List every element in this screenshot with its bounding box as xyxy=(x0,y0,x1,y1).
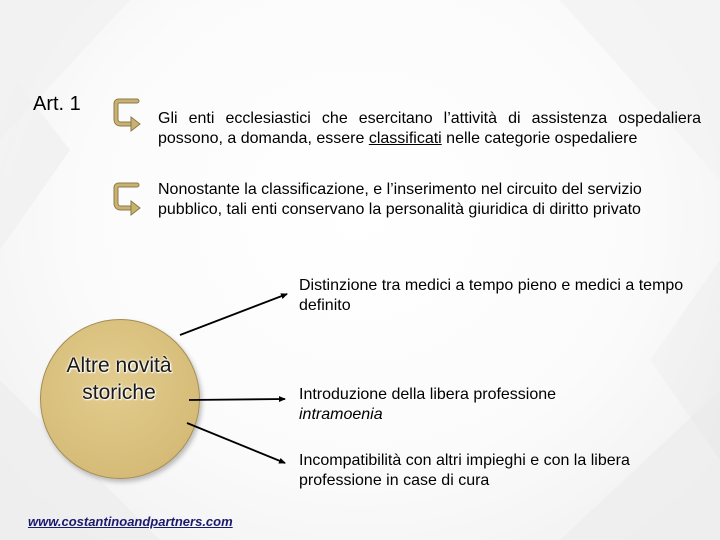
item2-italic-term: intramoenia xyxy=(299,406,383,423)
paragraph1-text: Gli enti ecclesiastici che esercitano l’attività di assistenza ospedaliera possono, a domanda, essere xyxy=(158,110,701,147)
topic-circle-line1: Altre novità xyxy=(66,354,172,377)
topic-circle-line2: storiche xyxy=(82,381,156,404)
underlined-term: classificati xyxy=(368,130,442,147)
paragraph-legal-status: Nonostante la classificazione, e l’inserimento nel circuito del servizio pubblico, tali enti conservano la personalità giuridica di diritto privato xyxy=(158,181,642,218)
item-incompatibilita: Incompatibilità con altri impieghi e con la libera professione in case di cura xyxy=(299,452,630,489)
item2-text: Introduzione della libera professione xyxy=(299,386,557,403)
item-libera-professione xyxy=(299,385,704,425)
arrow-icon xyxy=(187,423,285,463)
article-label: Art. 1 xyxy=(33,93,81,115)
item-medici: Distinzione tra medici a tempo pieno e medici a tempo definito xyxy=(299,277,684,314)
paragraph1-tail: nelle categorie ospedaliere xyxy=(441,130,638,147)
footer-link[interactable]: www.costantinoandpartners.com xyxy=(28,514,233,529)
arrow-icon xyxy=(180,294,287,335)
arrow-icon xyxy=(189,399,285,400)
